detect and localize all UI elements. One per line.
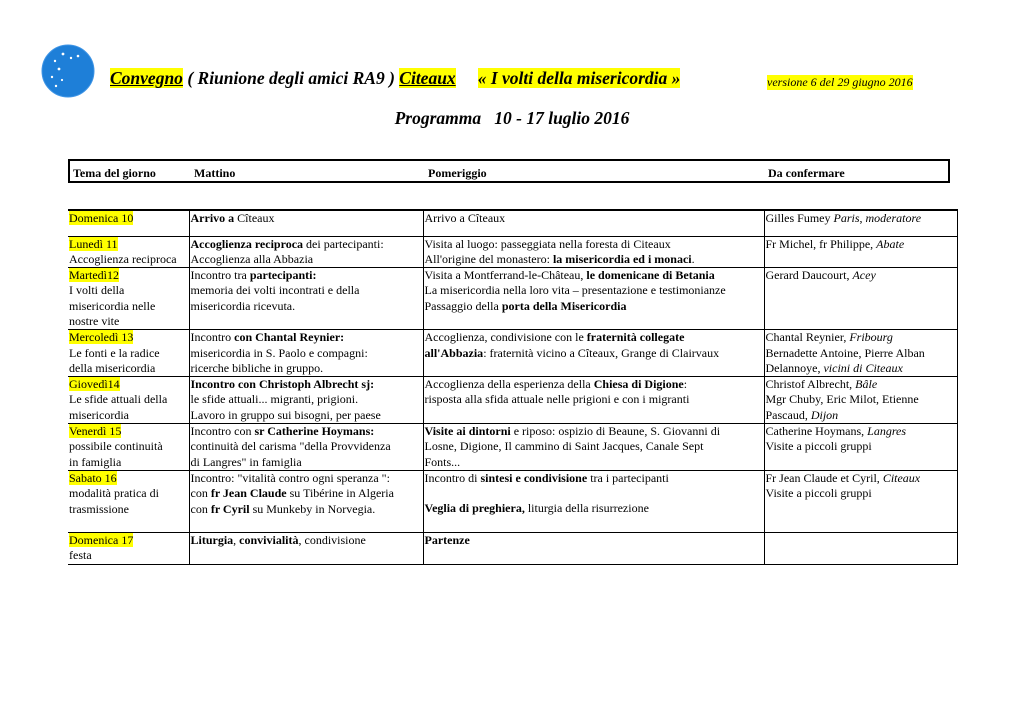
text-segment: su Tibérine in Algeria — [286, 486, 394, 501]
text-segment: su Munkeby in Norvegia. — [249, 501, 376, 516]
pomeriggio-line — [425, 268, 764, 283]
cell-tema — [68, 210, 189, 236]
text-segment: le domenicane di Betania — [586, 268, 715, 283]
text-segment: ricerche bibliche in gruppo. — [190, 360, 324, 375]
day-label: Domenica 17 — [69, 532, 134, 547]
column-tema: Tema del giorno — [73, 166, 156, 180]
confermare-line — [766, 424, 957, 439]
pomeriggio-line — [425, 471, 764, 486]
tema-line: misericordia nelle — [69, 298, 156, 313]
text-segment: Cîteaux — [234, 211, 275, 225]
text-segment: moderatore — [865, 211, 922, 225]
text-segment: , — [233, 532, 240, 547]
cell-mattino — [189, 268, 423, 330]
text-segment: Citeaux — [882, 470, 921, 485]
text-segment: Abate — [876, 236, 905, 251]
columns-header — [68, 159, 950, 183]
tema-line: misericordia — [69, 407, 129, 422]
pomeriggio-line — [425, 346, 764, 361]
text-segment: Accoglienza alla Abbazia — [190, 251, 314, 266]
column-confermare: Da confermare — [768, 166, 845, 180]
tema-line: Accoglienza reciproca — [69, 251, 177, 266]
mattino-line — [191, 533, 423, 548]
text-segment: Fribourg — [849, 330, 893, 345]
confermare-line — [766, 361, 957, 376]
text-segment: convivialità — [239, 532, 299, 547]
confermare-line — [766, 408, 957, 423]
pomeriggio-line — [425, 330, 764, 345]
pomeriggio-line — [425, 424, 764, 439]
cell-mattino — [189, 470, 423, 532]
text-segment: Langres — [867, 424, 907, 439]
text-segment: all'Abbazia — [424, 345, 484, 360]
mattino-line — [191, 377, 423, 392]
cell-mattino — [189, 210, 423, 236]
cell-pomeriggio — [423, 377, 764, 424]
program-table — [68, 209, 958, 565]
cell-confermare — [764, 268, 957, 330]
text-segment: Accoglienza reciproca — [190, 236, 304, 251]
mattino-line — [191, 455, 423, 470]
program-row — [68, 330, 957, 377]
confermare-line — [766, 377, 957, 392]
program-row — [68, 424, 957, 471]
cell-tema — [68, 532, 189, 564]
pomeriggio-line — [425, 252, 764, 267]
pomeriggio-line — [425, 283, 764, 298]
mattino-line — [191, 211, 423, 226]
cell-tema — [68, 377, 189, 424]
day-label: Giovedì14 — [69, 377, 120, 392]
text-segment: Chiesa di Digione — [593, 377, 684, 392]
pomeriggio-line — [425, 237, 764, 252]
cell-confermare — [764, 424, 957, 471]
mattino-line — [191, 361, 423, 376]
text-segment: Paris — [833, 211, 860, 225]
day-label: Lunedì 11 — [69, 236, 118, 251]
mattino-line — [191, 439, 423, 454]
text-segment: Incontro — [190, 330, 235, 345]
mattino-line — [191, 268, 423, 283]
tema-line: Le sfide attuali della — [69, 392, 168, 407]
title-volti: « I volti della misericordia » — [477, 68, 681, 88]
cell-tema — [68, 236, 189, 268]
cell-pomeriggio — [423, 236, 764, 268]
program-row — [68, 377, 957, 424]
text-segment: fr Jean Claude — [210, 486, 287, 501]
text-segment: La misericordia nella loro vita – presentazione e testimonianze — [424, 283, 726, 298]
text-segment: fr Cyril — [210, 501, 250, 516]
document-title — [110, 68, 680, 89]
mattino-line — [191, 502, 423, 517]
tema-line: Le fonti e la radice — [69, 345, 160, 360]
text-segment: Losne, Digione, Il cammino di Saint Jacques, Canale Sept — [424, 439, 704, 454]
text-segment: Partenze — [424, 532, 470, 547]
pomeriggio-line — [425, 211, 764, 226]
text-segment: sintesi e condivisione — [480, 470, 588, 485]
tema-line: possibile continuità — [69, 439, 163, 454]
text-segment: Visite a piccoli gruppi — [765, 486, 872, 501]
pomeriggio-line — [425, 392, 764, 407]
version-note: versione 6 del 29 giugno 2016 — [767, 75, 913, 89]
stars-circle-logo — [41, 44, 95, 98]
text-segment: la misericordia ed i monaci — [552, 251, 692, 266]
text-segment: memoria dei volti incontrati e della — [190, 283, 360, 298]
text-segment: Visita a Montferrand-le-Château, — [424, 268, 587, 283]
cell-tema — [68, 470, 189, 532]
text-segment: Bernadette Antoine, Pierre Alban — [765, 345, 925, 360]
text-segment: : fraternità vicino a Cîteaux, Grange di Clairvaux — [483, 345, 720, 360]
confermare-line — [766, 533, 957, 548]
text-segment: di Langres" in famiglia — [190, 454, 302, 469]
cell-pomeriggio — [423, 470, 764, 532]
text-segment: Christof Albrecht, — [765, 377, 856, 392]
cell-mattino — [189, 532, 423, 564]
text-segment: Incontro tra — [190, 268, 250, 283]
text-segment: porta della Misericordia — [501, 298, 627, 313]
program-row — [68, 268, 957, 330]
cell-pomeriggio — [423, 330, 764, 377]
mattino-line — [191, 486, 423, 501]
text-segment: continuità del carisma "della Provvidenza — [190, 439, 391, 454]
mattino-line — [191, 330, 423, 345]
text-segment: risposta alla sfida attuale nelle prigioni e con i migranti — [424, 392, 690, 407]
confermare-line — [766, 392, 957, 407]
text-segment: Catherine Hoymans, — [765, 424, 868, 439]
text-segment: Veglia di preghiera, — [424, 501, 525, 516]
tema-line: modalità pratica di — [69, 486, 159, 501]
program-row — [68, 532, 957, 564]
confermare-line — [766, 486, 957, 501]
text-segment: . — [691, 251, 695, 266]
tema-line: I volti della — [69, 283, 125, 298]
confermare-line — [766, 268, 957, 283]
text-segment: vicini di Citeaux — [823, 360, 903, 375]
pomeriggio-line — [425, 377, 764, 392]
cell-confermare — [764, 210, 957, 236]
program-row — [68, 236, 957, 268]
confermare-line — [766, 237, 957, 252]
mattino-line — [191, 283, 423, 298]
text-segment: liturgia della risurrezione — [524, 501, 649, 516]
tema-line: della misericordia — [69, 360, 156, 375]
title-riunione: ( Riunione degli amici RA9 ) — [182, 68, 400, 88]
text-segment: : — [683, 377, 688, 392]
confermare-line — [766, 211, 957, 226]
program-row — [68, 470, 957, 532]
cell-pomeriggio — [423, 268, 764, 330]
cell-confermare — [764, 532, 957, 564]
column-mattino: Mattino — [194, 166, 236, 180]
mattino-line — [191, 299, 423, 314]
day-label: Domenica 10 — [69, 211, 134, 225]
text-segment: Fr Michel, fr Philippe, — [765, 236, 877, 251]
day-label: Sabato 16 — [69, 470, 117, 485]
cell-confermare — [764, 377, 957, 424]
tema-line: nostre vite — [69, 313, 120, 328]
text-segment: Incontro con Christoph Albrecht sj: — [190, 377, 375, 392]
text-segment: tra i partecipanti — [587, 470, 669, 485]
tema-line: in famiglia — [69, 454, 122, 469]
cell-mattino — [189, 377, 423, 424]
cell-pomeriggio — [423, 424, 764, 471]
mattino-line — [191, 424, 423, 439]
text-segment: le sfide attuali... migranti, prigioni. — [190, 392, 359, 407]
text-segment: con — [190, 486, 211, 501]
mattino-line — [191, 408, 423, 423]
cell-tema — [68, 268, 189, 330]
text-segment: Bâle — [855, 377, 878, 392]
pomeriggio-line — [425, 455, 764, 470]
text-segment: Acey — [852, 268, 876, 283]
day-label: Venerdì 15 — [69, 424, 122, 439]
cell-pomeriggio — [423, 532, 764, 564]
text-segment: Visite ai dintorni — [424, 424, 511, 439]
text-segment: Fonts... — [424, 454, 461, 469]
confermare-line — [766, 471, 957, 486]
confermare-line — [766, 330, 957, 345]
pomeriggio-line — [425, 486, 764, 501]
cell-confermare — [764, 470, 957, 532]
text-segment: Pascaud, — [765, 407, 811, 422]
text-segment: Incontro di — [424, 470, 481, 485]
text-segment: Lavoro in gruppo sui bisogni, per paese — [190, 407, 381, 422]
text-segment: misericordia in S. Paolo e compagni: — [190, 345, 368, 360]
text-segment: Arrivo a Cîteaux — [424, 211, 506, 225]
mattino-line — [191, 252, 423, 267]
text-segment: Mgr Chuby, Eric Milot, Etienne — [765, 392, 919, 407]
pomeriggio-line — [425, 533, 764, 548]
cell-mattino — [189, 236, 423, 268]
text-segment: sr Catherine Hoymans: — [254, 424, 375, 439]
text-segment: Delannoye, — [765, 360, 824, 375]
cell-mattino — [189, 424, 423, 471]
text-segment: con Chantal Reynier: — [234, 330, 345, 345]
text-segment: Accoglienza della esperienza della — [424, 377, 594, 392]
tema-line: festa — [69, 548, 92, 563]
text-segment: misericordia ricevuta. — [190, 298, 296, 313]
text-segment: dei partecipanti: — [303, 236, 384, 251]
tema-line: trasmissione — [69, 501, 129, 516]
text-segment: Gerard Daucourt, — [765, 268, 853, 283]
text-segment: Passaggio della — [424, 298, 502, 313]
programma-title: Programma 10 - 17 luglio 2016 — [394, 108, 630, 128]
text-segment: Chantal Reynier, — [765, 330, 850, 345]
text-segment: Accoglienza, condivisione con le — [424, 330, 587, 345]
text-segment: Arrivo a — [190, 211, 235, 225]
cell-tema — [68, 424, 189, 471]
cell-confermare — [764, 236, 957, 268]
text-segment: , — [859, 211, 866, 225]
text-segment: All'origine del monastero: — [424, 251, 553, 266]
text-segment: con — [190, 501, 211, 516]
text-segment: Liturgia — [190, 532, 234, 547]
mattino-line — [191, 392, 423, 407]
text-segment: Visite a piccoli gruppi — [765, 439, 872, 454]
pomeriggio-line — [425, 299, 764, 314]
mattino-line — [191, 346, 423, 361]
title-convegno: Convegno — [110, 68, 183, 88]
text-segment: partecipanti: — [249, 268, 317, 283]
program-row — [68, 210, 957, 236]
day-label: Martedì12 — [69, 268, 119, 283]
confermare-line — [766, 439, 957, 454]
pomeriggio-line — [425, 439, 764, 454]
text-segment: fraternità collegate — [586, 330, 685, 345]
mattino-line — [191, 471, 423, 486]
text-segment: Incontro: "vitalità contro ogni speranza ": — [190, 470, 390, 485]
title-citeaux: Citeaux — [399, 68, 456, 88]
day-label: Mercoledì 13 — [69, 330, 134, 345]
text-segment: Visita al luogo: passeggiata nella foresta di Citeaux — [424, 236, 671, 251]
pomeriggio-line — [425, 501, 764, 516]
text-segment: Incontro con — [190, 424, 255, 439]
text-segment: e riposo: ospizio di Beaune, S. Giovanni di — [510, 424, 721, 439]
text-segment: , condivisione — [298, 532, 366, 547]
text-segment: Gilles Fumey — [765, 211, 834, 225]
confermare-line — [766, 346, 957, 361]
cell-tema — [68, 330, 189, 377]
cell-mattino — [189, 330, 423, 377]
cell-confermare — [764, 330, 957, 377]
text-segment: Dijon — [810, 407, 839, 422]
cell-pomeriggio — [423, 210, 764, 236]
mattino-line — [191, 237, 423, 252]
column-pomeriggio: Pomeriggio — [428, 166, 487, 180]
text-segment: Fr Jean Claude et Cyril, — [765, 470, 883, 485]
